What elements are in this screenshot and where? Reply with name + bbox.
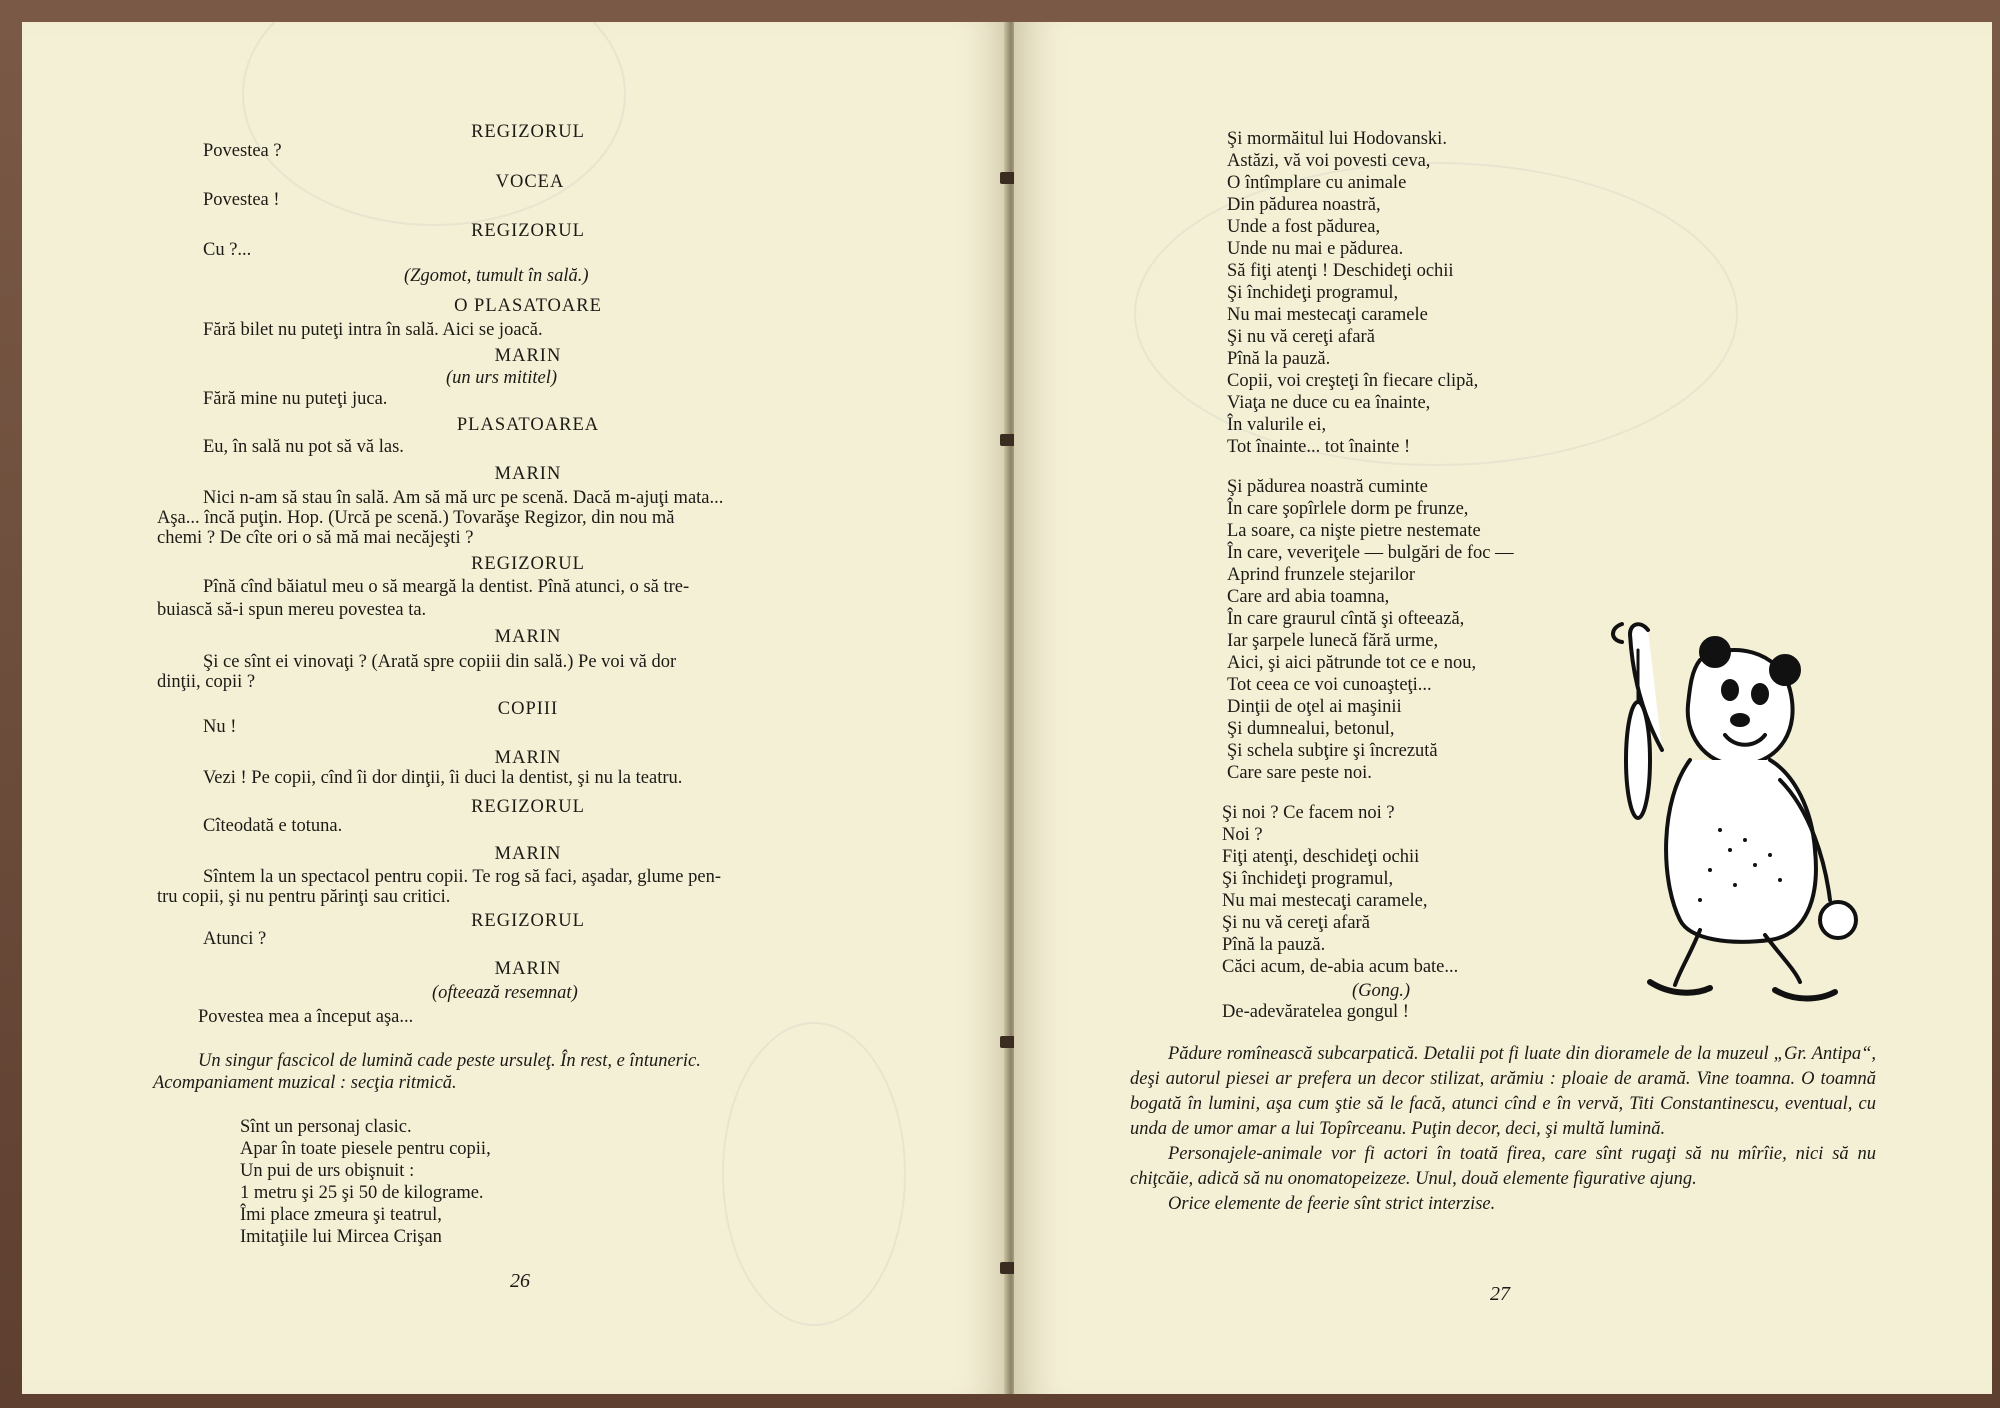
stage-direction: (un urs mititel) <box>446 368 557 388</box>
dialogue-line: De-adevăratelea gongul ! <box>1222 1002 1409 1022</box>
verse-line: Şi nu vă cereţi afară <box>1227 327 1375 347</box>
verse-line: Viaţa ne duce cu ea înainte, <box>1227 393 1431 413</box>
verse-line: Noi ? <box>1222 825 1263 845</box>
stage-direction: Un singur fascicol de lumină cade peste ursuleţ. În rest, e întuneric. <box>198 1051 701 1071</box>
speaker-name: REGIZORUL <box>471 797 585 817</box>
verse-line: Şi noi ? Ce facem noi ? <box>1222 803 1395 823</box>
dialogue-line: buiască să-i spun mereu povestea ta. <box>157 600 427 620</box>
verse-line: Imitaţiile lui Mircea Crişan <box>240 1227 442 1247</box>
speaker-name: REGIZORUL <box>471 221 585 241</box>
verse-line: Căci acum, de-abia acum bate... <box>1222 957 1459 977</box>
speaker-name: MARIN <box>494 844 562 864</box>
stage-paragraph: Pădure romînească subcarpatică. Detalii pot fi luate din dioramele de la muzeul „Gr. Antipa“, deşi autorul piesei ar prefera un decor stilizat, arămiu : ploaie de aramă. Vine toamna. O toamnă bogată în lumini, aşa cum ştie să le facă, atunci cînd e în vervă, Titi Constantinescu, eventual, cu unda de umor amar a lui Topîrceanu. Puţin decor, deci, şi multă lumină. <box>1130 1044 1876 1139</box>
verse-line: Şi mormăitul lui Hodovanski. <box>1227 129 1447 149</box>
verse-line: La soare, ca nişte pietre nestemate <box>1227 521 1481 541</box>
verse-line: Aprind frunzele stejarilor <box>1227 565 1416 585</box>
verse-line: Unde a fost pădurea, <box>1227 217 1381 237</box>
verse-line: Pînă la pauză. <box>1227 349 1331 369</box>
verse-block <box>1222 802 1458 978</box>
verse-line: Şi pădurea noastră cuminte <box>1227 477 1428 497</box>
speaker-name: VOCEA <box>495 172 565 192</box>
verse-line: Fiţi atenţi, deschideţi ochii <box>1222 847 1420 867</box>
verse-line: Aici, şi aici pătrunde tot ce e nou, <box>1227 653 1477 673</box>
speaker-name: MARIN <box>494 627 562 647</box>
verse-line: Din pădurea noastră, <box>1227 195 1381 215</box>
verse-line: Dinţii de oţel ai maşinii <box>1227 697 1402 717</box>
dialogue-line: Atunci ? <box>203 929 267 949</box>
stage-direction: Acompaniament muzical : secţia ritmică. <box>153 1073 457 1093</box>
verse-block <box>240 1116 491 1248</box>
verse-line: În care, veveriţele — bulgări de foc — <box>1227 543 1514 563</box>
verse-line: Şi nu vă cereţi afară <box>1222 913 1370 933</box>
verse-line: Pînă la pauză. <box>1222 935 1326 955</box>
page-number: 26 <box>510 1270 530 1292</box>
speaker-name: REGIZORUL <box>471 122 585 142</box>
verse-block <box>1227 128 1478 458</box>
verse-line: Un pui de urs obişnuit : <box>240 1161 415 1181</box>
verse-line: Tot înainte... tot înainte ! <box>1227 437 1411 457</box>
speaker-name: O PLASATOARE <box>454 296 602 316</box>
verse-line: Şi închideţi programul, <box>1227 283 1399 303</box>
verse-line: Să fiţi atenţi ! Deschideţi ochii <box>1227 261 1454 281</box>
dialogue-line: dinţii, copii ? <box>157 672 256 692</box>
dialogue-line: Cu ?... <box>203 240 252 260</box>
stage-direction: (ofteează resemnat) <box>432 983 578 1003</box>
speaker-name: REGIZORUL <box>471 554 585 574</box>
verse-line: Şi dumnealui, betonul, <box>1227 719 1395 739</box>
dialogue-line: Fără mine nu puteţi juca. <box>203 389 388 409</box>
speaker-name: MARIN <box>494 464 562 484</box>
stage-paragraph: Orice elemente de feerie sînt strict interzise. <box>1168 1194 1496 1214</box>
verse-line: Iar şarpele lunecă fără urme, <box>1227 631 1439 651</box>
dialogue-line: Şi ce sînt ei vinovaţi ? (Arată spre copiii din sală.) Pe voi vă dor <box>203 652 677 672</box>
speaker-name: COPIII <box>497 699 559 719</box>
dialogue-line: Pînă cînd băiatul meu o să meargă la dentist. Pînă atunci, o să tre- <box>203 577 690 597</box>
verse-line: Sînt un personaj clasic. <box>240 1117 412 1137</box>
speaker-name: MARIN <box>494 346 562 366</box>
stage-direction: (Gong.) <box>1352 981 1411 1001</box>
verse-line: Copii, voi creşteţi în fiecare clipă, <box>1227 371 1479 391</box>
dialogue-line: Povestea ! <box>203 190 280 210</box>
verse-line: Tot ceea ce voi cunoaşteţi... <box>1227 675 1432 695</box>
verse-line: În valurile ei, <box>1227 415 1327 435</box>
speaker-name: PLASATOAREA <box>456 415 600 435</box>
verse-line: O întîmplare cu animale <box>1227 173 1407 193</box>
stage-paragraph: Personajele-animale vor fi actori în toată firea, care sînt rugaţi să nu mîrîie, nici să nu chiţcăie, adică să nu onomatopeizeze. Unul, două elemente figurative ajung. <box>1130 1144 1876 1189</box>
verse-line: Nu mai mestecaţi caramele, <box>1222 891 1428 911</box>
stage-direction: (Zgomot, tumult în sală.) <box>404 266 589 286</box>
dialogue-line: Aşa... încă puţin. Hop. (Urcă pe scenă.) Tovarăşe Regizor, din nou mă <box>157 508 675 528</box>
verse-line: Şi închideţi programul, <box>1222 869 1394 889</box>
speaker-name: REGIZORUL <box>471 911 585 931</box>
dialogue-line: Povestea ? <box>203 141 282 161</box>
verse-line: Unde nu mai e pădurea. <box>1227 239 1404 259</box>
verse-line: Apar în toate piesele pentru copii, <box>240 1139 491 1159</box>
verse-line: 1 metru şi 25 şi 50 de kilograme. <box>240 1183 484 1203</box>
verse-block <box>1227 476 1514 784</box>
dialogue-line: Povestea mea a început aşa... <box>198 1007 414 1027</box>
speaker-name: MARIN <box>494 959 562 979</box>
dialogue-line: Nici n-am să stau în sală. Am să mă urc pe scenă. Dacă m-ajuţi mata... <box>203 488 724 508</box>
dialogue-line: chemi ? De cîte ori o să mă mai necăjeşti ? <box>157 528 474 548</box>
dialogue-line: Fără bilet nu puteţi intra în sală. Aici se joacă. <box>203 320 543 340</box>
verse-line: Astăzi, vă voi povesti ceva, <box>1227 151 1431 171</box>
page-number: 27 <box>1490 1283 1510 1305</box>
stage-directions-block <box>1130 1042 1876 1217</box>
dialogue-line: Sîntem la un spectacol pentru copii. Te rog să faci, aşadar, glume pen- <box>203 867 722 887</box>
verse-line: În care şopîrlele dorm pe frunze, <box>1227 499 1469 519</box>
dialogue-line: tru copii, şi nu pentru părinţi sau critici. <box>157 887 451 907</box>
verse-line: Care sare peste noi. <box>1227 763 1372 783</box>
bear-illustration <box>1580 610 1880 1010</box>
verse-line: Îmi place zmeura şi teatrul, <box>240 1205 442 1225</box>
background-illustration <box>722 1022 906 1326</box>
verse-line: Care ard abia toamna, <box>1227 587 1390 607</box>
verse-line: Nu mai mestecaţi caramele <box>1227 305 1428 325</box>
dialogue-line: Cîteodată e totuna. <box>203 816 343 836</box>
speaker-name: MARIN <box>494 748 562 768</box>
verse-line: Şi schela subţire şi încrezută <box>1227 741 1438 761</box>
dialogue-line: Eu, în sală nu pot să vă las. <box>203 437 404 457</box>
dialogue-line: Vezi ! Pe copii, cînd îi dor dinţii, îi duci la dentist, şi nu la teatru. <box>203 768 683 788</box>
verse-line: În care graurul cîntă şi ofteează, <box>1227 609 1465 629</box>
dialogue-line: Nu ! <box>203 717 237 737</box>
